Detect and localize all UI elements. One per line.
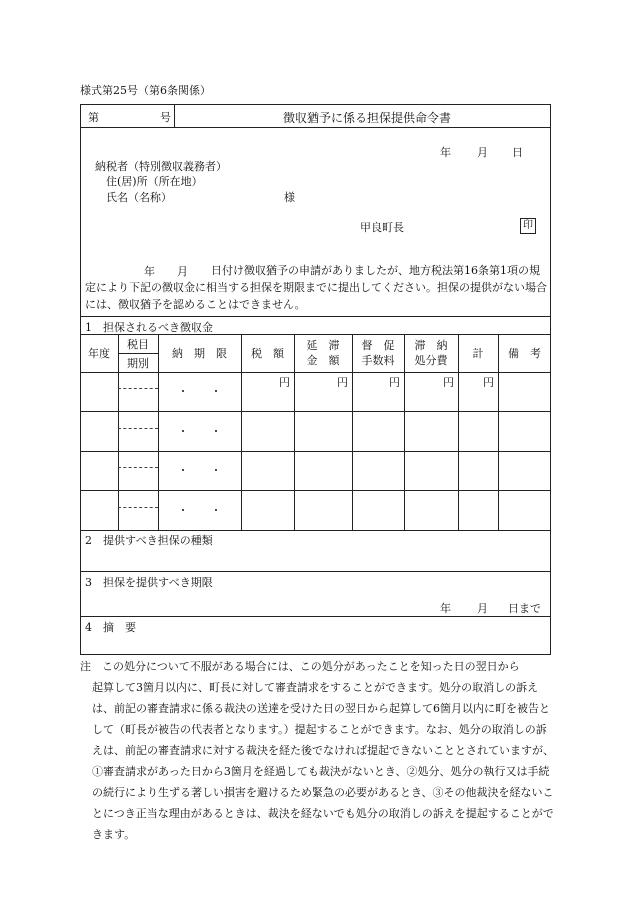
note-first-line: 注 この処分について不服がある場合には、この処分があったことを知った日の翌日から bbox=[80, 660, 520, 673]
honorific: 様 bbox=[284, 191, 295, 204]
deadline-year: 年 bbox=[440, 602, 451, 615]
row-separator bbox=[118, 507, 158, 508]
yen-unit: 円 bbox=[389, 376, 400, 389]
header-year: 年度 bbox=[88, 347, 110, 360]
date-month: 月 bbox=[477, 146, 488, 159]
yen-unit: 円 bbox=[337, 376, 348, 389]
deadline-day: 日まで bbox=[508, 602, 541, 615]
body-paragraph: 日付け徴収猶予の申請がありましたが、地方税法第16条第1項の規定により下記の徴収金に相当する担保を期限までに提出してください。担保の提供がない場合には、徴収猶予を認めることはできません。 bbox=[85, 264, 547, 311]
divider bbox=[118, 353, 158, 354]
section3-title: 3 担保を提供すべき期限 bbox=[85, 576, 213, 589]
divider bbox=[458, 334, 459, 530]
yen-unit: 円 bbox=[279, 376, 290, 389]
date-year: 年 bbox=[440, 146, 451, 159]
taxpayer-address-label: 住(居)所（所在地） bbox=[106, 175, 203, 188]
yen-unit: 円 bbox=[443, 376, 454, 389]
due-date-placeholder: ・ ・ bbox=[177, 504, 222, 517]
date-day: 日 bbox=[512, 146, 523, 159]
header-delay-2: 金 額 bbox=[306, 354, 340, 367]
divider bbox=[80, 571, 551, 572]
deadline-month: 月 bbox=[477, 602, 488, 615]
header-delay-1: 延 滞 bbox=[306, 339, 340, 352]
due-date-placeholder: ・ ・ bbox=[177, 464, 222, 477]
divider bbox=[174, 104, 175, 127]
body-month: 月 bbox=[177, 265, 188, 278]
divider bbox=[80, 127, 551, 128]
due-date-placeholder: ・ ・ bbox=[177, 385, 222, 398]
header-period: 期別 bbox=[127, 357, 149, 370]
issuer-name: 甲良町長 bbox=[360, 221, 404, 234]
divider bbox=[80, 451, 551, 452]
body-year: 年 bbox=[144, 265, 155, 278]
divider bbox=[241, 334, 242, 530]
row-separator bbox=[118, 467, 158, 468]
form-label: 様式第25号（第6条関係） bbox=[80, 84, 211, 97]
seal-mark: 印 bbox=[520, 218, 536, 234]
header-urge-1: 督 促 bbox=[361, 339, 395, 352]
divider bbox=[80, 372, 551, 373]
header-tax-amount: 税 額 bbox=[251, 347, 284, 360]
header-tax-item: 税目 bbox=[127, 338, 149, 351]
number-prefix: 第 bbox=[88, 111, 99, 124]
note-body: 起算して3箇月以内に、町長に対して審査請求をすることができます。処分の取消しの訴えは、前記の審査請求に係る裁決の送達を受けた日の翌日から起算して6箇月以内に町を被告として（町長が被告の代表者となります。）提起することができます。なお、処分の取消しの訴えは、前記の審査請求に対する裁決を経た後でなければ提起できないこととされていますが、①審査請求があった日から3箇月を経過しても裁決がないとき、②処分、処分の執行又は手続の続行により生ずる著しい損害を避けるため緊急の必要があるとき、③その他裁決を経ないことにつき正当な理由があるときは、裁決を経ないでも処分の取消しの訴えを提起することができます。 bbox=[92, 681, 554, 841]
yen-unit: 円 bbox=[483, 376, 494, 389]
section1-title: 1 担保されるべき徴収金 bbox=[85, 321, 213, 334]
header-urge-2: 手数料 bbox=[361, 354, 395, 367]
header-disp-2: 処分費 bbox=[414, 354, 448, 367]
divider bbox=[80, 530, 551, 531]
number-suffix: 号 bbox=[160, 111, 171, 124]
taxpayer-name-label: 氏名（名称） bbox=[106, 191, 172, 204]
header-disp-1: 滞 納 bbox=[414, 339, 448, 352]
divider bbox=[80, 316, 551, 317]
taxpayer-label: 納税者（特別徴収義務者） bbox=[95, 160, 227, 173]
document-title: 徴収猶予に係る担保提供命令書 bbox=[283, 111, 452, 125]
divider bbox=[80, 334, 551, 335]
header-due-date: 納 期 限 bbox=[172, 347, 227, 360]
header-remarks: 備 考 bbox=[508, 347, 541, 360]
header-total: 計 bbox=[472, 347, 484, 360]
row-separator bbox=[118, 428, 158, 429]
divider bbox=[80, 616, 551, 617]
due-date-placeholder: ・ ・ bbox=[177, 425, 222, 438]
legal-note bbox=[80, 656, 554, 845]
section2-title: 2 提供すべき担保の種類 bbox=[85, 534, 213, 547]
divider bbox=[80, 490, 551, 491]
divider bbox=[80, 411, 551, 412]
section4-title: 4 摘 要 bbox=[85, 621, 136, 634]
divider bbox=[498, 334, 499, 530]
row-separator bbox=[118, 388, 158, 389]
